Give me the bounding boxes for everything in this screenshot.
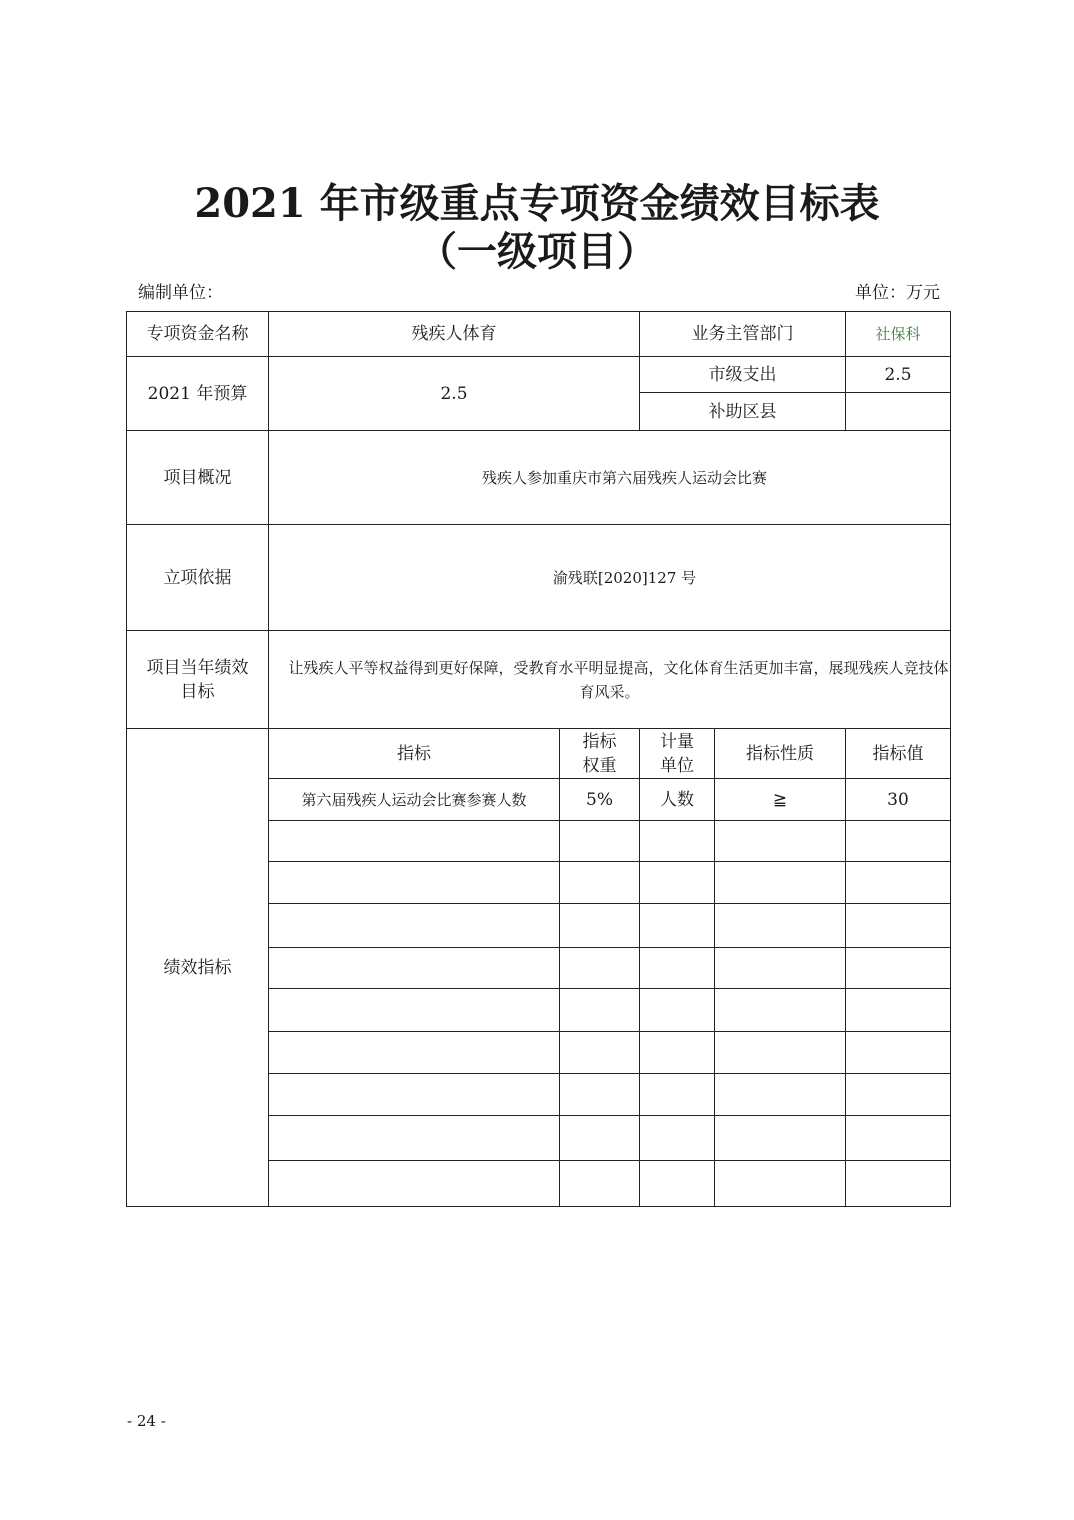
indicator-nature <box>715 1032 846 1074</box>
budget-value: 2.5 <box>269 357 640 431</box>
indicator-value <box>846 1161 951 1207</box>
indicator-value <box>846 1116 951 1161</box>
indicator-name <box>269 904 560 948</box>
indicator-unit <box>640 1074 715 1116</box>
indicator-nature <box>715 1161 846 1207</box>
indicator-header-name: 指标 <box>269 729 560 779</box>
indicator-weight <box>560 948 640 989</box>
indicator-nature <box>715 821 846 862</box>
indicator-weight <box>560 862 640 904</box>
indicator-unit: 人数 <box>640 779 715 821</box>
indicator-name <box>269 948 560 989</box>
indicator-value <box>846 948 951 989</box>
fund-name-label: 专项资金名称 <box>127 312 269 357</box>
indicator-name <box>269 1074 560 1116</box>
indicator-value <box>846 821 951 862</box>
indicator-weight <box>560 1116 640 1161</box>
indicator-value <box>846 862 951 904</box>
indicator-name <box>269 989 560 1032</box>
indicator-weight <box>560 1074 640 1116</box>
indicator-value <box>846 1074 951 1116</box>
compiling-unit-label: 编制单位： <box>138 283 223 303</box>
indicator-value <box>846 1032 951 1074</box>
indicator-unit <box>640 948 715 989</box>
indicator-weight <box>560 989 640 1032</box>
indicator-weight <box>560 1032 640 1074</box>
indicator-unit <box>640 904 715 948</box>
indicator-nature <box>715 1116 846 1161</box>
indicator-value <box>846 989 951 1032</box>
indicator-value <box>846 904 951 948</box>
indicator-unit <box>640 989 715 1032</box>
indicator-name <box>269 821 560 862</box>
indicator-unit <box>640 862 715 904</box>
indicator-unit <box>640 821 715 862</box>
indicator-nature <box>715 1074 846 1116</box>
goal-value: 让残疾人平等权益得到更好保障，受教育水平明显提高，文化体育生活更加丰富，展现残疾人竞技体育风采。 <box>269 631 951 729</box>
indicator-header-value: 指标值 <box>846 729 951 779</box>
goal-label: 项目当年绩效目标 <box>127 631 269 729</box>
indicator-nature <box>715 948 846 989</box>
basis-label: 立项依据 <box>127 525 269 631</box>
perf-label: 绩效指标 <box>127 729 269 1207</box>
indicator-unit <box>640 1161 715 1207</box>
indicator-header-weight: 指标权重 <box>560 729 640 779</box>
indicator-name <box>269 1161 560 1207</box>
indicator-weight <box>560 821 640 862</box>
performance-target-table <box>126 311 951 1207</box>
basis-value: 渝残联[2020]127 号 <box>269 525 951 631</box>
indicator-unit <box>640 1032 715 1074</box>
indicator-header-unit: 计量单位 <box>640 729 715 779</box>
indicator-weight: 5% <box>560 779 640 821</box>
fund-name-value: 残疾人体育 <box>269 312 640 357</box>
budget-label: 2021 年预算 <box>127 357 269 431</box>
indicator-weight <box>560 904 640 948</box>
indicator-nature <box>715 989 846 1032</box>
indicator-header-nature: 指标性质 <box>715 729 846 779</box>
indicator-name <box>269 1116 560 1161</box>
document-subtitle: （一级项目） <box>417 228 657 275</box>
dept-value: 社保科 <box>846 312 951 357</box>
overview-label: 项目概况 <box>127 431 269 525</box>
indicator-name <box>269 1032 560 1074</box>
indicator-unit <box>640 1116 715 1161</box>
document-title: 2021 年市级重点专项资金绩效目标表 <box>194 180 880 227</box>
dept-label: 业务主管部门 <box>640 312 846 357</box>
indicator-weight <box>560 1161 640 1207</box>
indicator-nature <box>715 862 846 904</box>
page-number: - 24 - <box>127 1412 166 1430</box>
currency-unit-label: 单位：万元 <box>855 283 940 303</box>
city-spend-value: 2.5 <box>846 357 951 393</box>
overview-value: 残疾人参加重庆市第六届残疾人运动会比赛 <box>269 431 951 525</box>
indicator-nature: ≧ <box>715 779 846 821</box>
city-spend-label: 市级支出 <box>640 357 846 393</box>
indicator-name: 第六届残疾人运动会比赛参赛人数 <box>269 779 560 821</box>
indicator-nature <box>715 904 846 948</box>
indicator-value: 30 <box>846 779 951 821</box>
indicator-name <box>269 862 560 904</box>
district-subsidy-value <box>846 393 951 431</box>
district-subsidy-label: 补助区县 <box>640 393 846 431</box>
